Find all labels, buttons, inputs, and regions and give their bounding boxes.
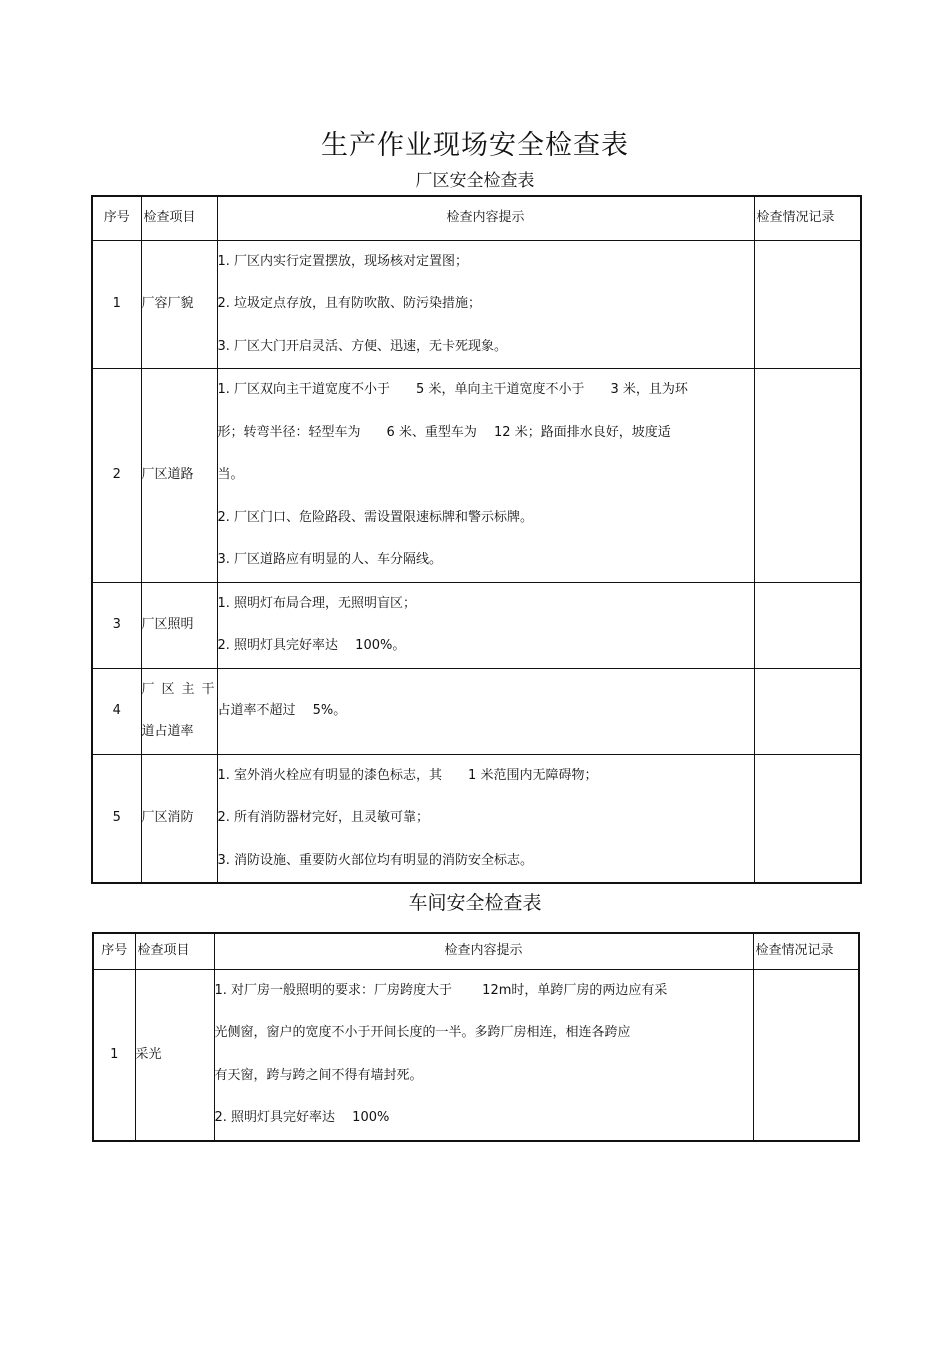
item-line: 厂 区 主 干 — [141, 681, 215, 697]
row-item — [141, 668, 217, 754]
content-line: 1. 室外消火栓应有明显的漆色标志，其 1 米范围内无障碍物； — [217, 767, 598, 783]
row-record-cell[interactable] — [754, 369, 861, 583]
header-record: 检查情况记录 — [754, 196, 861, 240]
content-line: 1. 照明灯布局合理，无照明盲区； — [217, 595, 417, 611]
row-record-cell[interactable] — [753, 969, 859, 1141]
row-item: 采光 — [135, 969, 214, 1141]
row-item: 厂区道路 — [141, 369, 217, 583]
table-row — [93, 969, 859, 1141]
row-no: 2 — [92, 369, 141, 583]
content-line: 2. 厂区门口、危险路段、需设置限速标牌和警示标牌。 — [217, 509, 534, 525]
row-no: 4 — [92, 668, 141, 754]
header-record: 检查情况记录 — [753, 933, 859, 969]
content-line: 2. 照明灯具完好率达 100%。 — [217, 638, 406, 653]
header-content: 检查内容提示 — [217, 196, 754, 240]
content-line: 1. 厂区双向主干道宽度不小于 5 米，单向主干道宽度不小于 3 米，且为环 — [217, 382, 688, 397]
row-record-cell[interactable] — [754, 240, 861, 369]
table-header-row — [93, 933, 859, 969]
content-line: 有天窗，跨与跨之间不得有墙封死。 — [214, 1067, 423, 1083]
item-line: 道占道率 — [141, 724, 194, 739]
row-content — [217, 369, 754, 583]
header-item: 检查项目 — [135, 933, 214, 969]
table-row — [92, 240, 861, 369]
header-content: 检查内容提示 — [214, 933, 753, 969]
workshop-safety-table — [92, 932, 860, 1142]
content-line: 1. 厂区内实行定置摆放，现场核对定置图； — [217, 253, 469, 269]
row-content — [217, 754, 754, 883]
header-item: 检查项目 — [141, 196, 217, 240]
content-line: 2. 照明灯具完好率达 100% — [214, 1110, 390, 1125]
table-row — [92, 582, 861, 668]
section2-heading: 车间安全检查表 — [408, 892, 542, 914]
content-line: 光侧窗，窗户的宽度不小于开间长度的一半。多跨厂房相连，相连各跨应 — [214, 1025, 631, 1040]
content-line: 占道率不超过 5%。 — [217, 702, 347, 718]
row-content — [217, 582, 754, 668]
row-no: 3 — [92, 582, 141, 668]
header-no: 序号 — [93, 933, 135, 969]
section1-heading: 厂区安全检查表 — [415, 171, 535, 191]
row-content — [217, 668, 754, 754]
table-row — [92, 754, 861, 883]
table-row — [92, 369, 861, 583]
table-row — [92, 668, 861, 754]
content-line: 2. 垃圾定点存放，且有防吹散、防污染措施； — [217, 296, 482, 311]
table-header-row — [92, 196, 861, 240]
plant-safety-table — [91, 195, 862, 884]
row-content — [217, 240, 754, 369]
document-title: 生产作业现场安全检查表 — [321, 130, 629, 161]
row-record-cell[interactable] — [754, 668, 861, 754]
row-item: 厂区照明 — [141, 582, 217, 668]
row-no: 1 — [93, 969, 135, 1141]
content-line: 形；转弯半径：轻型车为 6 米、重型车为 12 米；路面排水良好，坡度适 — [217, 424, 671, 440]
row-no: 5 — [92, 754, 141, 883]
row-content — [214, 969, 753, 1141]
row-record-cell[interactable] — [754, 582, 861, 668]
row-record-cell[interactable] — [754, 754, 861, 883]
content-line: 2. 所有消防器材完好，且灵敏可靠； — [217, 810, 430, 825]
content-line: 当。 — [217, 467, 244, 482]
content-line: 1. 对厂房一般照明的要求：厂房跨度大于 12m时，单跨厂房的两边应有采 — [214, 982, 668, 998]
row-item: 厂区消防 — [141, 754, 217, 883]
content-line: 3. 厂区道路应有明显的人、车分隔线。 — [217, 552, 443, 567]
content-line: 3. 厂区大门开启灵活、方便、迅速，无卡死现象。 — [217, 338, 508, 354]
content-line: 3. 消防设施、重要防火部位均有明显的消防安全标志。 — [217, 852, 534, 868]
row-item: 厂容厂貌 — [141, 240, 217, 369]
header-no: 序号 — [92, 196, 141, 240]
row-no: 1 — [92, 240, 141, 369]
